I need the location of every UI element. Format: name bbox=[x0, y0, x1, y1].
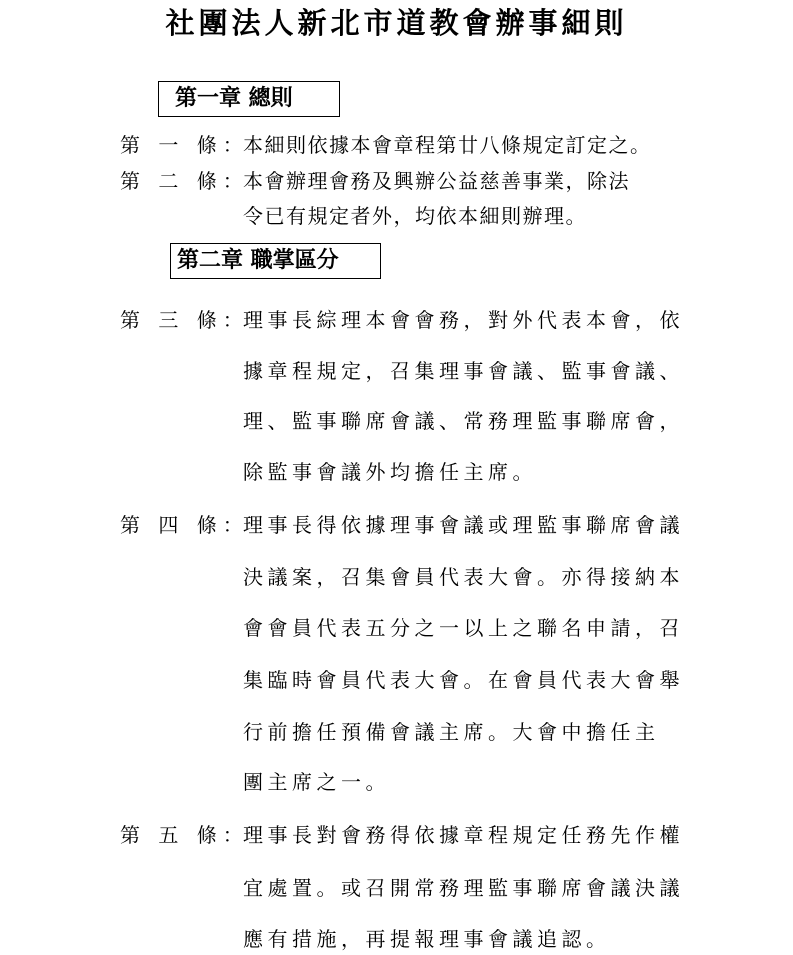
article-4-line-4: 集臨時會員代表大會。在會員代表大會舉 bbox=[243, 668, 684, 692]
article-label-4: 第 四 條： bbox=[120, 513, 249, 537]
article-4-line-3: 會會員代表五分之一以上之聯名申請，召 bbox=[243, 616, 684, 640]
article-1-line-1: 本細則依據本會章程第廿八條規定訂定之。 bbox=[243, 133, 652, 157]
article-4-line-2: 決議案，召集會員代表大會。亦得接納本 bbox=[243, 565, 684, 589]
article-3-line-4: 除監事會議外均擔任主席。 bbox=[243, 460, 537, 484]
article-label-3: 第 三 條： bbox=[120, 308, 249, 332]
chapter-heading-1: 第一章 總則 bbox=[158, 81, 340, 117]
article-5-line-2: 宜處置。或召開常務理監事聯席會議決議 bbox=[243, 876, 684, 900]
article-label-1: 第 一 條： bbox=[120, 133, 249, 157]
article-5-line-3: 應有措施，再提報理事會議追認。 bbox=[243, 927, 611, 951]
article-5-line-1: 理事長對會務得依據章程規定任務先作權 bbox=[243, 823, 684, 847]
article-4-line-5: 行前擔任預備會議主席。大會中擔任主 bbox=[243, 720, 660, 744]
article-4-line-6: 團主席之一。 bbox=[243, 770, 390, 794]
document-title: 社團法人新北市道教會辦事細則 bbox=[165, 6, 628, 40]
article-label-2: 第 二 條： bbox=[120, 169, 249, 193]
chapter-heading-2: 第二章 職掌區分 bbox=[170, 243, 381, 279]
article-2-line-2: 令已有規定者外，均依本細則辦理。 bbox=[243, 204, 587, 228]
article-2-line-1: 本會辦理會務及興辦公益慈善事業，除法 bbox=[243, 169, 630, 193]
article-label-5: 第 五 條： bbox=[120, 823, 249, 847]
article-3-line-2: 據章程規定，召集理事會議、監事會議、 bbox=[243, 359, 684, 383]
article-4-line-1: 理事長得依據理事會議或理監事聯席會議 bbox=[243, 513, 684, 537]
article-3-line-3: 理、監事聯席會議、常務理監事聯席會， bbox=[243, 409, 684, 433]
article-3-line-1: 理事長綜理本會會務，對外代表本會，依 bbox=[243, 308, 684, 332]
